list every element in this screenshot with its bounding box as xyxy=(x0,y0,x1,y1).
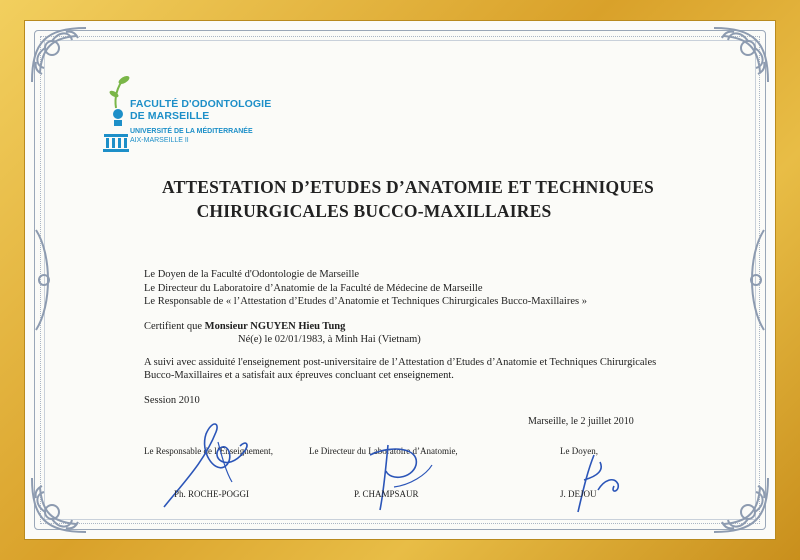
statement-line1: A suivi avec assiduité l'enseignement post-universitaire de l’Attestation d’Etudes d’Anatomie et Techniques Chirurgicales xyxy=(144,357,657,368)
certificate-title-line2: CHIRURGICALES BUCCO-MAXILLAIRES xyxy=(196,201,552,221)
certificate-title-line1: ATTESTATION D’ETUDES D’ANATOMIE ET TECHNIQUES xyxy=(162,177,654,197)
side-ornament-left xyxy=(28,225,58,335)
logo-faculty-line2: DE MARSEILLE xyxy=(130,110,210,122)
birth-info: Né(e) le 02/01/1983, à Minh Hai (Vietnam) xyxy=(238,334,421,345)
side-ornament-right xyxy=(742,225,772,335)
faculty-logo xyxy=(88,58,288,158)
signatory-role-3: Le Doyen, xyxy=(560,446,598,456)
certify-line xyxy=(144,321,345,332)
logo-faculty-line1: FACULTÉ D'ODONTOLOGIE xyxy=(130,98,272,110)
authority-program-head: Le Responsable de « l’Attestation d’Etudes d’Anatomie et Techniques Chirurgicales Bucco-Maxillaires » xyxy=(144,296,587,307)
authority-lab-director: Le Directeur du Laboratoire d’Anatomie de la Faculté de Médecine de Marseille xyxy=(144,283,483,294)
signature-dejou-icon xyxy=(564,450,634,520)
signatory-role-2: Le Directeur du Laboratoire d’Anatomie, xyxy=(309,446,458,456)
signatory-name-3: J. DEJOU xyxy=(560,489,597,499)
session: Session 2010 xyxy=(144,395,200,406)
sprout-logo-icon xyxy=(94,68,134,158)
signatory-name-2: P. CHAMPSAUR xyxy=(354,489,419,499)
logo-campus: AIX-MARSEILLE II xyxy=(130,137,189,144)
signatory-role-1: Le Responsable de l’Enseignement, xyxy=(144,446,273,456)
recipient-name: Monsieur NGUYEN Hieu Tung xyxy=(204,321,346,332)
certify-prefix: Certifient que xyxy=(144,321,205,332)
corner-ornament-bottom-left xyxy=(26,466,98,538)
signatory-name-1: Ph. ROCHE-POGGI xyxy=(174,489,250,499)
corner-ornament-top-right xyxy=(702,22,774,94)
statement-line2: Bucco-Maxillaires et a satisfait aux épreuves concluant cet enseignement. xyxy=(144,370,454,381)
authority-dean: Le Doyen de la Faculté d'Odontologie de Marseille xyxy=(144,269,360,280)
corner-ornament-bottom-right xyxy=(702,466,774,538)
place-date: Marseille, le 2 juillet 2010 xyxy=(528,416,634,427)
logo-university: UNIVERSITÉ DE LA MÉDITERRANÉE xyxy=(130,128,253,135)
certificate-card xyxy=(24,20,776,540)
signature-champsaur-icon xyxy=(350,435,460,515)
